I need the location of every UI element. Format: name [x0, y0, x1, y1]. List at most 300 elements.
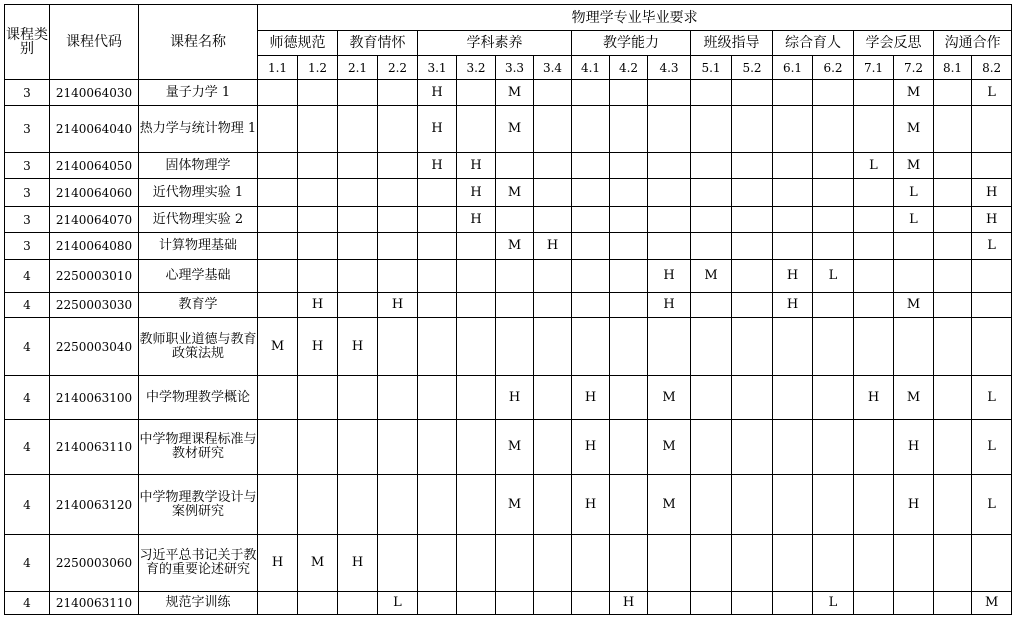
group-header: 教学能力	[572, 31, 691, 56]
group-header: 师德规范	[258, 31, 338, 56]
support-level-cell: H	[298, 318, 338, 376]
support-level-cell: H	[648, 293, 691, 318]
course-type-cell: 3	[5, 179, 50, 207]
support-level-cell	[298, 207, 338, 233]
support-level-cell	[934, 420, 972, 475]
support-level-cell: H	[773, 260, 813, 293]
support-level-cell	[732, 207, 773, 233]
support-level-cell	[610, 179, 648, 207]
course-name-cell: 心理学基础	[139, 260, 258, 293]
table-row	[5, 535, 1012, 592]
support-level-cell: H	[457, 179, 496, 207]
support-level-cell	[813, 420, 854, 475]
support-level-cell	[378, 420, 418, 475]
support-level-cell: H	[572, 475, 610, 535]
table-row	[5, 80, 1012, 106]
support-level-cell	[418, 207, 457, 233]
support-level-cell: H	[894, 420, 934, 475]
support-level-cell	[457, 420, 496, 475]
support-level-cell	[732, 80, 773, 106]
subrequirement-header: 2.1	[338, 56, 378, 80]
support-level-cell	[854, 475, 894, 535]
support-level-cell	[298, 420, 338, 475]
support-level-cell	[732, 153, 773, 179]
support-level-cell	[338, 420, 378, 475]
subrequirement-header: 6.1	[773, 56, 813, 80]
support-level-cell	[534, 535, 572, 592]
course-code-cell: 2140064050	[50, 153, 139, 179]
support-level-cell	[378, 106, 418, 153]
table-row	[5, 475, 1012, 535]
support-level-cell: M	[894, 293, 934, 318]
support-level-cell	[534, 293, 572, 318]
support-level-cell	[813, 376, 854, 420]
support-level-cell	[691, 233, 732, 260]
support-level-cell	[572, 260, 610, 293]
table-row	[5, 153, 1012, 179]
support-level-cell	[534, 179, 572, 207]
support-level-cell	[854, 106, 894, 153]
support-level-cell	[572, 535, 610, 592]
support-level-cell	[854, 318, 894, 376]
support-level-cell: M	[648, 420, 691, 475]
support-level-cell	[457, 80, 496, 106]
subrequirement-header: 5.2	[732, 56, 773, 80]
course-type-cell: 4	[5, 475, 50, 535]
support-level-cell	[378, 475, 418, 535]
subrequirement-header: 3.3	[496, 56, 534, 80]
support-level-cell	[773, 207, 813, 233]
support-level-cell	[378, 80, 418, 106]
support-level-cell: M	[894, 80, 934, 106]
header-course-code: 课程代码	[50, 5, 139, 80]
support-level-cell	[691, 106, 732, 153]
support-level-cell	[648, 106, 691, 153]
support-level-cell	[298, 153, 338, 179]
course-type-cell: 3	[5, 106, 50, 153]
support-level-cell: H	[534, 233, 572, 260]
support-level-cell	[691, 420, 732, 475]
support-level-cell: L	[378, 592, 418, 615]
course-code-cell: 2140064080	[50, 233, 139, 260]
support-level-cell	[534, 376, 572, 420]
course-name-cell: 教育学	[139, 293, 258, 318]
support-level-cell	[773, 376, 813, 420]
subrequirement-header: 3.4	[534, 56, 572, 80]
support-level-cell: H	[418, 106, 457, 153]
support-level-cell	[258, 475, 298, 535]
support-level-cell	[972, 535, 1012, 592]
support-level-cell: H	[572, 420, 610, 475]
support-level-cell: L	[972, 376, 1012, 420]
support-level-cell	[894, 535, 934, 592]
subrequirement-header: 6.2	[813, 56, 854, 80]
course-code-cell: 2250003040	[50, 318, 139, 376]
subrequirement-header: 4.3	[648, 56, 691, 80]
support-level-cell	[610, 293, 648, 318]
support-level-cell	[496, 592, 534, 615]
table-body	[5, 80, 1012, 615]
support-level-cell	[572, 153, 610, 179]
support-level-cell	[813, 179, 854, 207]
support-level-cell	[610, 153, 648, 179]
support-level-cell	[648, 207, 691, 233]
support-level-cell: H	[496, 376, 534, 420]
support-level-cell	[773, 592, 813, 615]
support-level-cell	[572, 592, 610, 615]
header-course-type: 课程类别	[5, 5, 50, 80]
support-level-cell	[258, 293, 298, 318]
support-level-cell	[418, 475, 457, 535]
course-type-cell: 4	[5, 376, 50, 420]
course-type-cell: 4	[5, 535, 50, 592]
table-row	[5, 106, 1012, 153]
course-code-cell: 2140063100	[50, 376, 139, 420]
support-level-cell	[338, 376, 378, 420]
support-level-cell	[813, 475, 854, 535]
support-level-cell	[972, 293, 1012, 318]
support-level-cell	[691, 207, 732, 233]
support-level-cell	[572, 233, 610, 260]
table-header	[5, 5, 1012, 80]
support-level-cell	[457, 233, 496, 260]
support-level-cell	[854, 293, 894, 318]
support-level-cell	[418, 318, 457, 376]
support-level-cell	[732, 592, 773, 615]
support-level-cell	[457, 592, 496, 615]
support-level-cell: H	[972, 207, 1012, 233]
course-code-cell: 2140064060	[50, 179, 139, 207]
support-level-cell: H	[418, 153, 457, 179]
group-header: 综合育人	[773, 31, 854, 56]
support-level-cell: H	[338, 318, 378, 376]
support-level-cell	[773, 535, 813, 592]
support-level-cell	[732, 260, 773, 293]
support-level-cell	[378, 207, 418, 233]
support-level-cell	[338, 260, 378, 293]
course-name-cell: 固体物理学	[139, 153, 258, 179]
course-name-cell: 中学物理教学概论	[139, 376, 258, 420]
support-level-cell	[610, 535, 648, 592]
support-level-cell	[854, 260, 894, 293]
support-level-cell	[732, 106, 773, 153]
support-level-cell	[648, 592, 691, 615]
support-level-cell	[338, 475, 378, 535]
support-level-cell	[378, 233, 418, 260]
course-code-cell: 2140063120	[50, 475, 139, 535]
support-level-cell	[972, 106, 1012, 153]
support-level-cell: M	[496, 106, 534, 153]
subrequirement-header: 4.1	[572, 56, 610, 80]
course-code-cell: 2140064040	[50, 106, 139, 153]
support-level-cell	[572, 106, 610, 153]
table-row	[5, 293, 1012, 318]
course-name-cell: 习近平总书记关于教育的重要论述研究	[139, 535, 258, 592]
course-type-cell: 4	[5, 318, 50, 376]
support-level-cell	[894, 318, 934, 376]
support-level-cell: M	[648, 376, 691, 420]
support-level-cell	[298, 80, 338, 106]
support-level-cell	[773, 475, 813, 535]
support-level-cell	[258, 420, 298, 475]
support-level-cell	[773, 420, 813, 475]
support-level-cell: M	[894, 376, 934, 420]
course-name-cell: 计算物理基础	[139, 233, 258, 260]
support-level-cell	[534, 420, 572, 475]
support-level-cell	[934, 80, 972, 106]
support-level-cell	[610, 318, 648, 376]
subrequirement-header: 4.2	[610, 56, 648, 80]
course-type-cell: 3	[5, 80, 50, 106]
subrequirement-header: 8.1	[934, 56, 972, 80]
support-level-cell	[534, 153, 572, 179]
support-level-cell	[648, 179, 691, 207]
support-level-cell	[338, 106, 378, 153]
support-level-cell	[691, 475, 732, 535]
course-name-cell: 中学物理教学设计与案例研究	[139, 475, 258, 535]
support-level-cell	[691, 376, 732, 420]
support-level-cell: H	[457, 153, 496, 179]
support-level-cell	[418, 592, 457, 615]
support-level-cell	[298, 592, 338, 615]
support-level-cell	[338, 592, 378, 615]
support-level-cell	[338, 80, 378, 106]
support-level-cell	[813, 207, 854, 233]
course-type-cell: 4	[5, 260, 50, 293]
support-level-cell	[298, 179, 338, 207]
support-level-cell: M	[258, 318, 298, 376]
support-level-cell	[732, 318, 773, 376]
support-level-cell	[610, 233, 648, 260]
support-level-cell	[298, 475, 338, 535]
support-level-cell: M	[496, 475, 534, 535]
support-level-cell	[773, 80, 813, 106]
subrequirement-header: 7.2	[894, 56, 934, 80]
support-level-cell	[691, 179, 732, 207]
table-row	[5, 376, 1012, 420]
subrequirement-header: 8.2	[972, 56, 1012, 80]
support-level-cell	[894, 233, 934, 260]
support-level-cell	[572, 80, 610, 106]
table-row	[5, 207, 1012, 233]
support-level-cell	[934, 535, 972, 592]
course-code-cell: 2140064030	[50, 80, 139, 106]
support-level-cell	[610, 420, 648, 475]
curriculum-requirements-matrix	[4, 4, 1012, 615]
support-level-cell	[610, 207, 648, 233]
support-level-cell: L	[894, 179, 934, 207]
support-level-cell	[258, 106, 298, 153]
table-row	[5, 260, 1012, 293]
support-level-cell	[691, 535, 732, 592]
course-name-cell: 近代物理实验 2	[139, 207, 258, 233]
support-level-cell	[813, 318, 854, 376]
support-level-cell	[648, 233, 691, 260]
support-level-cell	[572, 293, 610, 318]
support-level-cell	[298, 376, 338, 420]
support-level-cell: H	[298, 293, 338, 318]
support-level-cell: H	[610, 592, 648, 615]
support-level-cell	[691, 592, 732, 615]
support-level-cell: L	[972, 475, 1012, 535]
course-code-cell: 2250003060	[50, 535, 139, 592]
support-level-cell	[972, 153, 1012, 179]
course-type-cell: 4	[5, 592, 50, 615]
support-level-cell: M	[648, 475, 691, 535]
support-level-cell	[813, 233, 854, 260]
support-level-cell	[298, 106, 338, 153]
subrequirement-header: 1.1	[258, 56, 298, 80]
support-level-cell	[934, 207, 972, 233]
support-level-cell	[496, 153, 534, 179]
support-level-cell	[457, 106, 496, 153]
support-level-cell	[534, 80, 572, 106]
support-level-cell: L	[972, 80, 1012, 106]
support-level-cell: H	[338, 535, 378, 592]
support-level-cell	[732, 179, 773, 207]
support-level-cell	[496, 293, 534, 318]
support-level-cell	[418, 260, 457, 293]
support-level-cell	[378, 153, 418, 179]
support-level-cell	[972, 260, 1012, 293]
support-level-cell	[258, 179, 298, 207]
group-header: 沟通合作	[934, 31, 1012, 56]
support-level-cell	[338, 207, 378, 233]
course-code-cell: 2140063110	[50, 592, 139, 615]
subrequirement-header: 2.2	[378, 56, 418, 80]
support-level-cell	[773, 179, 813, 207]
support-level-cell: M	[496, 80, 534, 106]
support-level-cell	[534, 475, 572, 535]
support-level-cell	[934, 318, 972, 376]
support-level-cell	[338, 153, 378, 179]
support-level-cell	[496, 535, 534, 592]
support-level-cell: H	[894, 475, 934, 535]
course-code-cell: 2140063110	[50, 420, 139, 475]
support-level-cell: M	[298, 535, 338, 592]
support-level-cell: H	[418, 80, 457, 106]
support-level-cell	[691, 153, 732, 179]
course-type-cell: 3	[5, 233, 50, 260]
support-level-cell	[418, 293, 457, 318]
group-header: 学会反思	[854, 31, 934, 56]
support-level-cell	[648, 535, 691, 592]
support-level-cell	[457, 318, 496, 376]
support-level-cell	[258, 233, 298, 260]
support-level-cell	[258, 80, 298, 106]
support-level-cell	[934, 179, 972, 207]
support-level-cell	[378, 318, 418, 376]
support-level-cell	[691, 80, 732, 106]
support-level-cell	[732, 475, 773, 535]
support-level-cell: L	[972, 233, 1012, 260]
support-level-cell	[610, 376, 648, 420]
support-level-cell	[732, 233, 773, 260]
support-level-cell: H	[378, 293, 418, 318]
support-level-cell: M	[496, 233, 534, 260]
support-level-cell	[854, 233, 894, 260]
support-level-cell	[534, 106, 572, 153]
support-level-cell	[813, 80, 854, 106]
course-name-cell: 量子力学 1	[139, 80, 258, 106]
support-level-cell	[457, 475, 496, 535]
support-level-cell: M	[894, 106, 934, 153]
support-level-cell	[854, 179, 894, 207]
support-level-cell	[732, 420, 773, 475]
support-level-cell	[298, 260, 338, 293]
table-row	[5, 420, 1012, 475]
support-level-cell: M	[972, 592, 1012, 615]
support-level-cell	[732, 293, 773, 318]
support-level-cell	[934, 106, 972, 153]
support-level-cell	[773, 153, 813, 179]
course-name-cell: 热力学与统计物理 1	[139, 106, 258, 153]
support-level-cell: M	[691, 260, 732, 293]
support-level-cell	[258, 207, 298, 233]
support-level-cell	[534, 207, 572, 233]
support-level-cell	[732, 376, 773, 420]
support-level-cell: H	[648, 260, 691, 293]
support-level-cell: H	[972, 179, 1012, 207]
support-level-cell	[894, 592, 934, 615]
support-level-cell	[496, 260, 534, 293]
support-level-cell	[496, 318, 534, 376]
header-course-name: 课程名称	[139, 5, 258, 80]
support-level-cell	[534, 592, 572, 615]
support-level-cell: L	[972, 420, 1012, 475]
support-level-cell	[457, 535, 496, 592]
table-row	[5, 592, 1012, 615]
support-level-cell: L	[813, 260, 854, 293]
support-level-cell: L	[894, 207, 934, 233]
support-level-cell	[418, 179, 457, 207]
subrequirement-header: 1.2	[298, 56, 338, 80]
support-level-cell	[572, 179, 610, 207]
support-level-cell	[258, 260, 298, 293]
support-level-cell	[813, 153, 854, 179]
course-type-cell: 4	[5, 293, 50, 318]
support-level-cell	[648, 153, 691, 179]
support-level-cell: M	[496, 420, 534, 475]
group-header: 学科素养	[418, 31, 572, 56]
support-level-cell: L	[854, 153, 894, 179]
group-header: 教育情怀	[338, 31, 418, 56]
support-level-cell	[854, 207, 894, 233]
support-level-cell	[854, 420, 894, 475]
support-level-cell	[854, 535, 894, 592]
support-level-cell	[648, 318, 691, 376]
support-level-cell	[338, 293, 378, 318]
support-level-cell	[418, 420, 457, 475]
course-code-cell: 2250003010	[50, 260, 139, 293]
support-level-cell	[572, 318, 610, 376]
support-level-cell: H	[854, 376, 894, 420]
support-level-cell	[934, 475, 972, 535]
support-level-cell	[298, 233, 338, 260]
support-level-cell	[813, 293, 854, 318]
table-row	[5, 179, 1012, 207]
support-level-cell	[894, 260, 934, 293]
support-level-cell	[338, 179, 378, 207]
support-level-cell	[378, 535, 418, 592]
support-level-cell: M	[496, 179, 534, 207]
support-level-cell	[534, 260, 572, 293]
support-level-cell	[934, 592, 972, 615]
support-level-cell	[418, 535, 457, 592]
support-level-cell	[691, 318, 732, 376]
table-row	[5, 318, 1012, 376]
support-level-cell	[854, 592, 894, 615]
